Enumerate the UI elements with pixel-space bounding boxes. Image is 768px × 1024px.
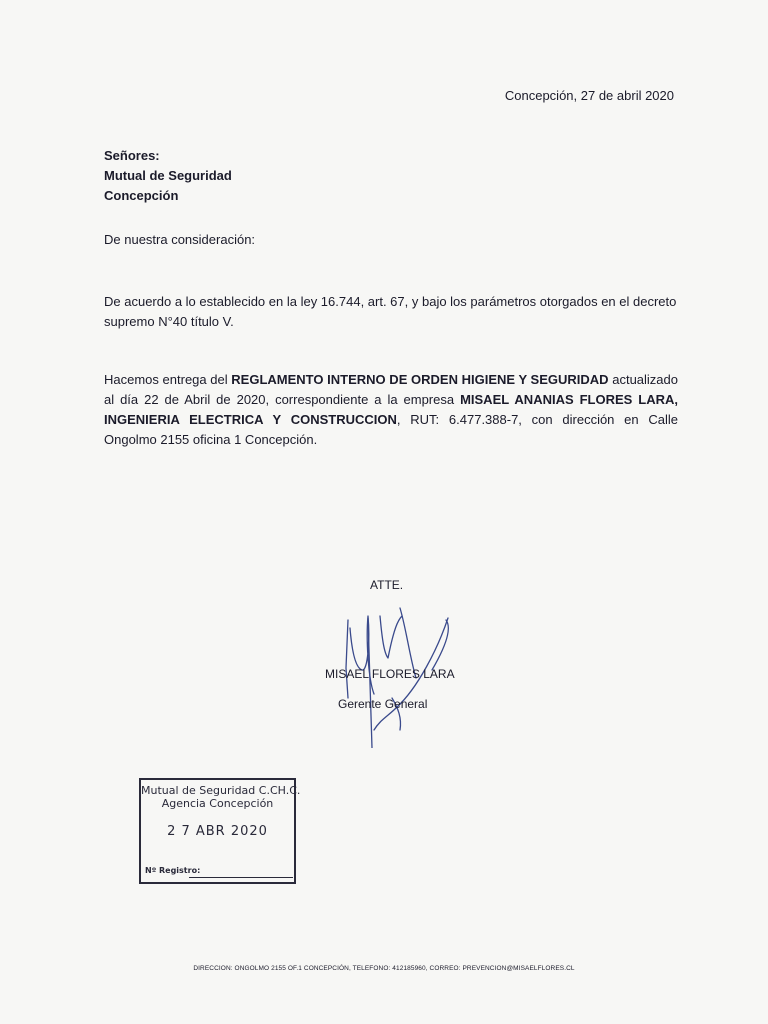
- signer-role: Gerente General: [338, 697, 428, 711]
- letter-date: Concepción, 27 de abril 2020: [504, 88, 674, 103]
- recipient-city: Concepción: [104, 188, 179, 203]
- stamp-organization: Mutual de Seguridad C.CH.C.: [141, 784, 301, 797]
- reception-stamp: [139, 778, 301, 884]
- stamp-registro-label: Nº Registro:: [145, 866, 201, 875]
- signer-name: MISAEL FLORES LARA: [325, 667, 455, 681]
- paragraph-legal-basis: De acuerdo a lo establecido en la ley 16.744, art. 67, y bajo los parámetros otorgados en el decreto supremo N°40 título V.: [104, 294, 677, 329]
- paragraph-delivery-text-2: actualizado al día 22 de Abril de 2020, correspondiente a la empresa: [104, 372, 678, 407]
- greeting: De nuestra consideración:: [104, 232, 256, 247]
- stamp-date: 2 7 ABR 2020: [167, 824, 268, 839]
- footer-contact: DIRECCION: ONGOLMO 2155 OF.1 CONCEPCIÓN, TELEFONO: 412185960, CORREO: PREVENCION@MISAELFLORES.CL: [193, 965, 575, 972]
- stamp-registro-line: [189, 877, 293, 878]
- recipient-salutation: Señores:: [104, 148, 160, 163]
- stamp-agency: Agencia Concepción: [161, 797, 274, 810]
- paragraph-delivery: [104, 370, 678, 450]
- closing: ATTE.: [370, 578, 404, 592]
- recipient-organization: Mutual de Seguridad: [104, 168, 232, 183]
- regulation-title: REGLAMENTO INTERNO DE ORDEN HIGIENE Y SEGURIDAD: [231, 372, 609, 387]
- recipient-block: [104, 146, 232, 206]
- company-name: MISAEL ANANIAS FLORES LARA, INGENIERIA ELECTRICA Y CONSTRUCCION: [104, 392, 678, 427]
- paragraph-delivery-text-3: , RUT: 6.477.388-7, con dirección en Calle Ongolmo 2155 oficina 1 Concepción.: [104, 412, 679, 447]
- paragraph-delivery-text-1: Hacemos entrega del: [104, 372, 232, 387]
